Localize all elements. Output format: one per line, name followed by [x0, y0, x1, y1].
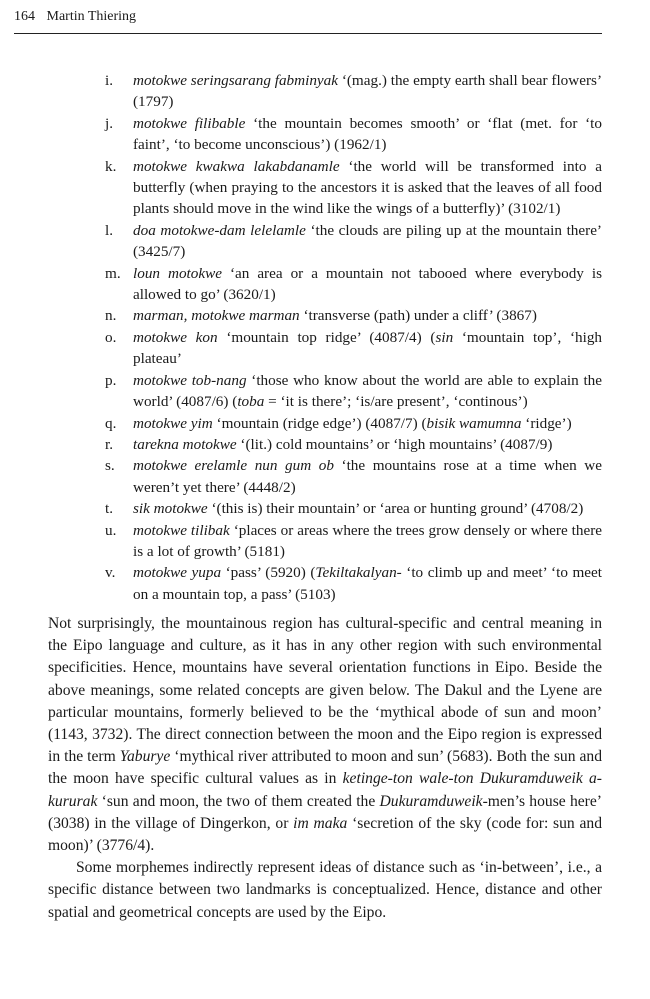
example-gloss: = ‘it is there’; ‘is/are present’, ‘continous’)	[264, 393, 528, 411]
italic-term: ketinge-ton wale-ton Dukuramduweik a-kururak	[48, 770, 602, 810]
paragraph-text: ‘secretion of the sky (code for: sun and moon)’ (3776/4).	[48, 814, 603, 855]
example-item	[105, 562, 602, 605]
example-gloss: ‘the world will be transformed into a butterfly (when praying to the ancestors it is asked that the leaves of all food plants should move in the wind like the wings of a butterfly)’ (3102/1)	[133, 157, 602, 218]
italic-term: im maka	[293, 814, 348, 832]
example-term: loun motokwe	[133, 264, 222, 282]
example-term: bisik wamumna	[426, 414, 522, 432]
example-term: sin	[435, 328, 454, 346]
example-gloss: ‘ridge’)	[521, 414, 572, 432]
example-item	[105, 434, 602, 455]
body-text	[48, 613, 602, 924]
example-gloss: ‘an area or a mountain not tabooed where everybody is allowed to go’ (3620/1)	[133, 264, 602, 304]
example-label: s.	[105, 457, 115, 475]
example-label: u.	[105, 521, 117, 539]
example-term: marman, motokwe marman	[133, 307, 300, 325]
example-label: j.	[105, 114, 114, 132]
paragraph-text: Some morphemes indirectly represent ideas of distance such as ‘in-between’, i.e., a specific distance between two landmarks is conceptualized. Hence, distance and other spatial and geometrical concepts are used by the Eipo.	[48, 859, 602, 921]
example-gloss: ‘transverse (path) under a cliff’ (3867)	[299, 307, 537, 325]
paragraph-text: ‘sun and moon, the two of them created the	[97, 792, 380, 810]
example-item	[105, 305, 602, 326]
running-header	[14, 7, 602, 34]
example-item	[105, 263, 602, 306]
example-term: motokwe tob-nang	[133, 371, 247, 389]
running-author: Martin Thiering	[46, 9, 137, 24]
example-gloss: ‘mountain top ridge’ (4087/4) (	[217, 328, 436, 346]
example-label: k.	[105, 157, 117, 175]
example-item	[105, 520, 602, 563]
example-item	[105, 70, 602, 113]
paragraph	[48, 857, 602, 924]
example-gloss: ‘places or areas where the trees grow densely or where there is a lot of growth’ (5181)	[133, 521, 603, 560]
example-term: motokwe seringsarang fabminyak	[133, 72, 339, 89]
example-term: motokwe yim	[133, 414, 213, 432]
example-term: tarekna motokwe	[133, 435, 237, 453]
example-label: v.	[105, 564, 116, 582]
example-term: motokwe kwakwa lakabdanamle	[133, 157, 340, 175]
example-term: sik motokwe	[133, 500, 208, 518]
example-item	[105, 156, 602, 220]
example-gloss: ‘mountain top’, ‘high plateau’	[133, 328, 603, 368]
italic-term: Dukuramduweik	[379, 792, 483, 810]
example-label: o.	[105, 328, 117, 346]
paragraph-text: ‘mythical river attributed to moon and sun’ (5683). Both the sun and the moon have specific cultural values as in	[48, 748, 602, 788]
example-gloss: ‘(this is) their mountain’ or ‘area or hunting ground’ (4708/2)	[207, 500, 584, 518]
example-item	[105, 498, 602, 519]
example-term: motokwe yupa	[133, 564, 222, 582]
example-term: motokwe erelamle nun gum ob	[133, 457, 334, 475]
example-label: l.	[105, 221, 114, 239]
example-gloss: ‘to climb up and meet’ ‘to meet on a mountain top, a pass’ (5103)	[133, 564, 602, 603]
example-gloss: ‘(mag.) the empty earth shall bear flowers’ (1797)	[133, 72, 603, 111]
italic-term: Yaburye	[119, 748, 171, 766]
example-term: motokwe tilibak	[133, 521, 230, 539]
paragraph	[48, 613, 602, 857]
example-label: p.	[105, 371, 117, 389]
example-gloss: ‘(lit.) cold mountains’ or ‘high mountains’ (4087/9)	[236, 435, 553, 453]
example-item	[105, 220, 602, 263]
example-list	[105, 70, 602, 605]
example-term: motokwe filibable	[133, 114, 246, 132]
example-gloss: ‘mountain (ridge edge’) (4087/7) (	[212, 414, 427, 432]
example-gloss: ‘those who know about the world are able to explain the world’ (4087/6) (	[133, 371, 603, 411]
example-label: q.	[105, 414, 117, 432]
example-term: toba	[237, 393, 265, 411]
example-label: t.	[105, 500, 114, 518]
example-gloss: ‘pass’ (5920) (	[221, 564, 316, 582]
paragraph-text: Not surprisingly, the mountainous region has cultural-specific and central meaning in the Eipo language and culture, as it has in any other region with such environmental specificities. Hence, mountains have several orientation functions in Eipo. Beside the above meanings, some related concepts are given below. The Dakul and the Lyene are particular mountains, formerly believed to be the ‘mythical abode of sun and moon’ (1143, 3732). The direct connection between the moon and the Eipo region is expressed in the term	[48, 615, 602, 766]
example-item	[105, 370, 602, 413]
page-number: 164	[14, 9, 35, 24]
paragraph-text: -men’s house here’ (3038) in the village of Dingerkon, or	[48, 792, 602, 832]
example-term: Tekiltakalyan-	[315, 564, 402, 582]
example-item	[105, 113, 602, 156]
example-gloss: ‘the mountain becomes smooth’ or ‘flat (met. for ‘to faint’, ‘to become unconscious’) (1962/1)	[133, 114, 602, 154]
example-term: doa motokwe-dam lelelamle	[133, 221, 306, 239]
example-item	[105, 413, 602, 434]
example-gloss: ‘the mountains rose at a time when we weren’t yet there’ (4448/2)	[133, 457, 602, 496]
example-item	[105, 327, 602, 370]
example-item	[105, 455, 602, 498]
example-gloss: ‘the clouds are piling up at the mountain there’ (3425/7)	[133, 221, 602, 261]
example-label: n.	[105, 307, 117, 325]
example-term: motokwe kon	[133, 328, 218, 346]
example-label: r.	[105, 435, 114, 453]
example-label: m.	[105, 264, 121, 282]
example-label: i.	[105, 72, 114, 89]
